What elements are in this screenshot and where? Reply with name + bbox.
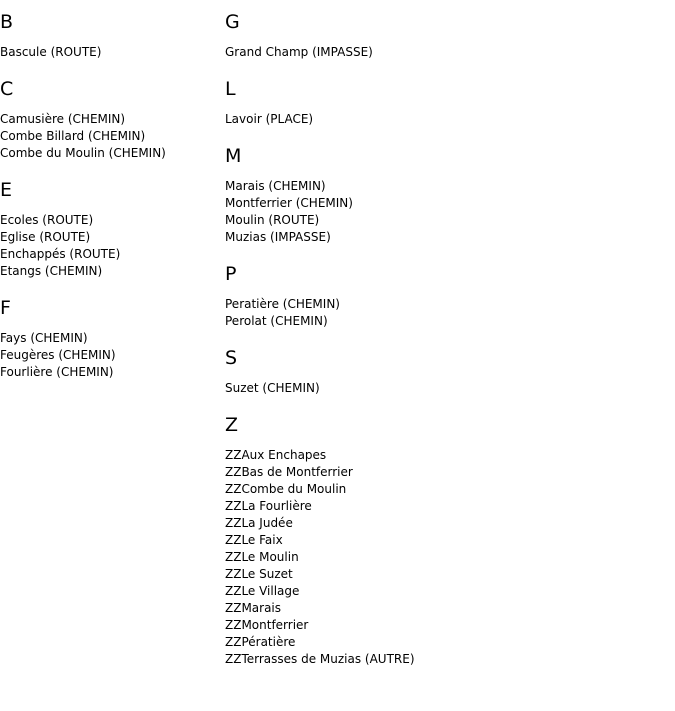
- street-link[interactable]: ZZAux Enchapes: [225, 448, 327, 462]
- street-link[interactable]: Suzet (CHEMIN): [225, 381, 320, 395]
- street-index-left-column: [0, 10, 220, 397]
- street-link[interactable]: ZZLe Suzet: [225, 567, 293, 581]
- street-link[interactable]: Moulin (ROUTE): [225, 213, 320, 227]
- letter-heading: L: [225, 78, 236, 100]
- letter-group-e: [0, 178, 220, 280]
- street-list: [225, 44, 665, 61]
- street-link[interactable]: Eglise (ROUTE): [0, 230, 91, 244]
- letter-group-p: [225, 262, 665, 330]
- street-link[interactable]: ZZMarais: [225, 601, 282, 615]
- letter-group-l: [225, 77, 665, 128]
- street-list: [225, 178, 665, 246]
- street-link[interactable]: Fays (CHEMIN): [0, 331, 88, 345]
- street-link[interactable]: ZZTerrasses de Muzias (AUTRE): [225, 652, 415, 666]
- street-link[interactable]: Feugères (CHEMIN): [0, 348, 116, 362]
- street-link[interactable]: Marais (CHEMIN): [225, 179, 326, 193]
- street-link[interactable]: ZZMontferrier: [225, 618, 309, 632]
- street-link[interactable]: ZZPératière: [225, 635, 296, 649]
- street-link[interactable]: Ecoles (ROUTE): [0, 213, 94, 227]
- street-list: [225, 447, 665, 668]
- street-link[interactable]: Muzias (IMPASSE): [225, 230, 331, 244]
- letter-group-f: [0, 296, 220, 381]
- street-link[interactable]: Combe Billard (CHEMIN): [0, 129, 146, 143]
- letter-group-s: [225, 346, 665, 397]
- letter-group-z: [225, 413, 665, 668]
- letter-heading: F: [0, 297, 11, 319]
- street-link[interactable]: Enchappés (ROUTE): [0, 247, 121, 261]
- letter-heading: S: [225, 347, 238, 369]
- street-link[interactable]: Montferrier (CHEMIN): [225, 196, 353, 210]
- street-list: [225, 380, 665, 397]
- letter-heading: G: [225, 11, 240, 33]
- street-list: [0, 330, 220, 381]
- street-link[interactable]: ZZLa Judée: [225, 516, 293, 530]
- street-link[interactable]: ZZLa Fourlière: [225, 499, 312, 513]
- street-index-right-column: [225, 10, 665, 684]
- street-link[interactable]: Lavoir (PLACE): [225, 112, 314, 126]
- letter-heading: Z: [225, 414, 239, 436]
- letter-heading: E: [0, 179, 13, 201]
- street-list: [0, 212, 220, 280]
- street-link[interactable]: Combe du Moulin (CHEMIN): [0, 146, 166, 160]
- street-link[interactable]: ZZLe Faix: [225, 533, 283, 547]
- street-list: [225, 111, 665, 128]
- street-list: [0, 111, 220, 162]
- street-link[interactable]: Grand Champ (IMPASSE): [225, 45, 373, 59]
- street-link[interactable]: ZZCombe du Moulin: [225, 482, 347, 496]
- street-list: [0, 44, 220, 61]
- letter-group-c: [0, 77, 220, 162]
- street-link[interactable]: Perolat (CHEMIN): [225, 314, 328, 328]
- street-link[interactable]: Peratière (CHEMIN): [225, 297, 340, 311]
- street-link[interactable]: Fourlière (CHEMIN): [0, 365, 114, 379]
- letter-group-b: [0, 10, 220, 61]
- street-link[interactable]: Etangs (CHEMIN): [0, 264, 103, 278]
- street-link[interactable]: Camusière (CHEMIN): [0, 112, 126, 126]
- street-link[interactable]: ZZLe Moulin: [225, 550, 299, 564]
- letter-heading: M: [225, 145, 242, 167]
- letter-heading: C: [0, 78, 14, 100]
- street-link[interactable]: ZZLe Village: [225, 584, 300, 598]
- letter-heading: P: [225, 263, 237, 285]
- letter-heading: B: [0, 11, 14, 33]
- letter-group-m: [225, 144, 665, 246]
- street-link[interactable]: ZZBas de Montferrier: [225, 465, 353, 479]
- street-link[interactable]: Bascule (ROUTE): [0, 45, 102, 59]
- letter-group-g: [225, 10, 665, 61]
- street-list: [225, 296, 665, 330]
